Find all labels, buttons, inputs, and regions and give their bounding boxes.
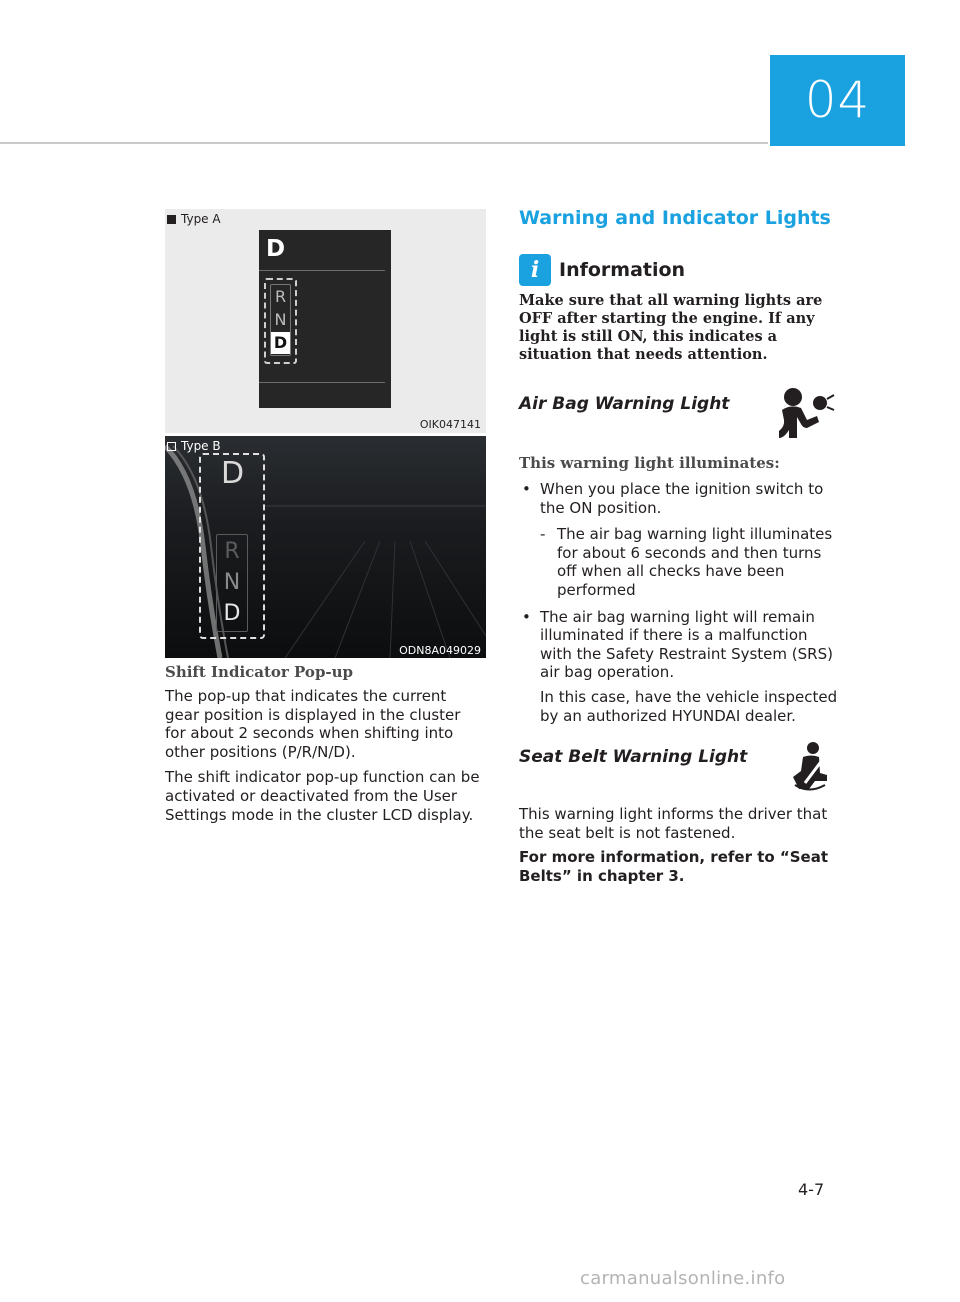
outline-square-icon [167,442,176,451]
airbag-list [519,480,844,725]
shift-indicator-heading: Shift Indicator Pop-up [165,663,354,681]
section-title: Warning and Indicator Lights [519,207,831,229]
airbag-subheading: This warning light illuminates: [519,454,780,472]
header-rule [0,142,768,144]
figure-b-type-label: Type B [181,439,221,453]
figure-b-code: ODN8A049029 [399,644,481,657]
figure-a-type-label: Type A [181,212,221,226]
list-item-text: The air bag warning light will remain illuminated if there is a malfunction with the Safety Restraint System (SRS) air bag operation. [540,607,833,682]
page-number: 4-7 [798,1180,825,1199]
gear-d-active: D [223,601,241,626]
airbag-header [519,394,844,454]
shift-indicator-paragraph: The pop-up that indicates the current gear position is displayed in the cluster for about 2 seconds when shifting into other positions (P/R/N/D). [165,687,461,761]
lcd-divider [259,270,385,271]
chapter-tab [770,55,905,146]
shift-indicator-paragraph: The shift indicator pop-up function can be activated or deactivated from the User Settings mode in the cluster LCD display. [165,768,480,824]
figure-a-label [167,212,221,226]
list-item-text: When you place the ignition switch to the ON position. [540,480,824,517]
figure-type-a [165,209,486,433]
information-body: Make sure that all warning lights are OFF after starting the engine. If any light is still ON, this indicates a situation that needs attention. [519,292,823,363]
gear-d-active: D [271,332,290,354]
list-item [519,608,844,726]
lcd-divider [259,382,385,383]
figure-b-label [167,439,221,453]
cluster-lcd-type-a [259,230,391,408]
airbag-warning-icon [777,386,835,438]
figure-type-b [165,436,486,658]
current-gear-display: D [266,236,286,262]
seatbelt-reference: For more information, refer to “Seat Belts” in chapter 3. [519,848,829,885]
chapter-number: 04 [804,71,871,129]
seatbelt-title: Seat Belt Warning Light [519,747,748,768]
gear-n: N [223,570,241,595]
list-item [519,480,844,600]
current-gear-display: D [221,456,245,491]
gear-r: R [274,287,287,306]
seatbelt-paragraph: This warning light informs the driver that the seat belt is not fastened. [519,805,828,842]
gear-stack [270,284,291,356]
figure-a-code: OIK047141 [419,418,481,431]
information-title: Information [559,259,686,281]
seatbelt-header [519,747,844,805]
gear-r: R [224,539,240,564]
gear-stack [216,534,248,632]
information-box-header [519,254,844,286]
filled-square-icon [167,215,176,224]
shift-indicator-section [165,663,485,831]
airbag-title: Air Bag Warning Light [519,394,730,414]
list-item-note: In this case, have the vehicle inspected by an authorized HYUNDAI dealer. [540,687,838,725]
warning-lights-section [519,207,844,886]
seatbelt-warning-icon [789,741,831,791]
info-icon: i [519,254,551,286]
sub-list-item: - The air bag warning light illuminates for about 6 seconds and then turns off when all checks have been performed [540,525,844,599]
gear-n: N [274,310,287,329]
watermark: carmanualsonline.info [580,1268,786,1289]
